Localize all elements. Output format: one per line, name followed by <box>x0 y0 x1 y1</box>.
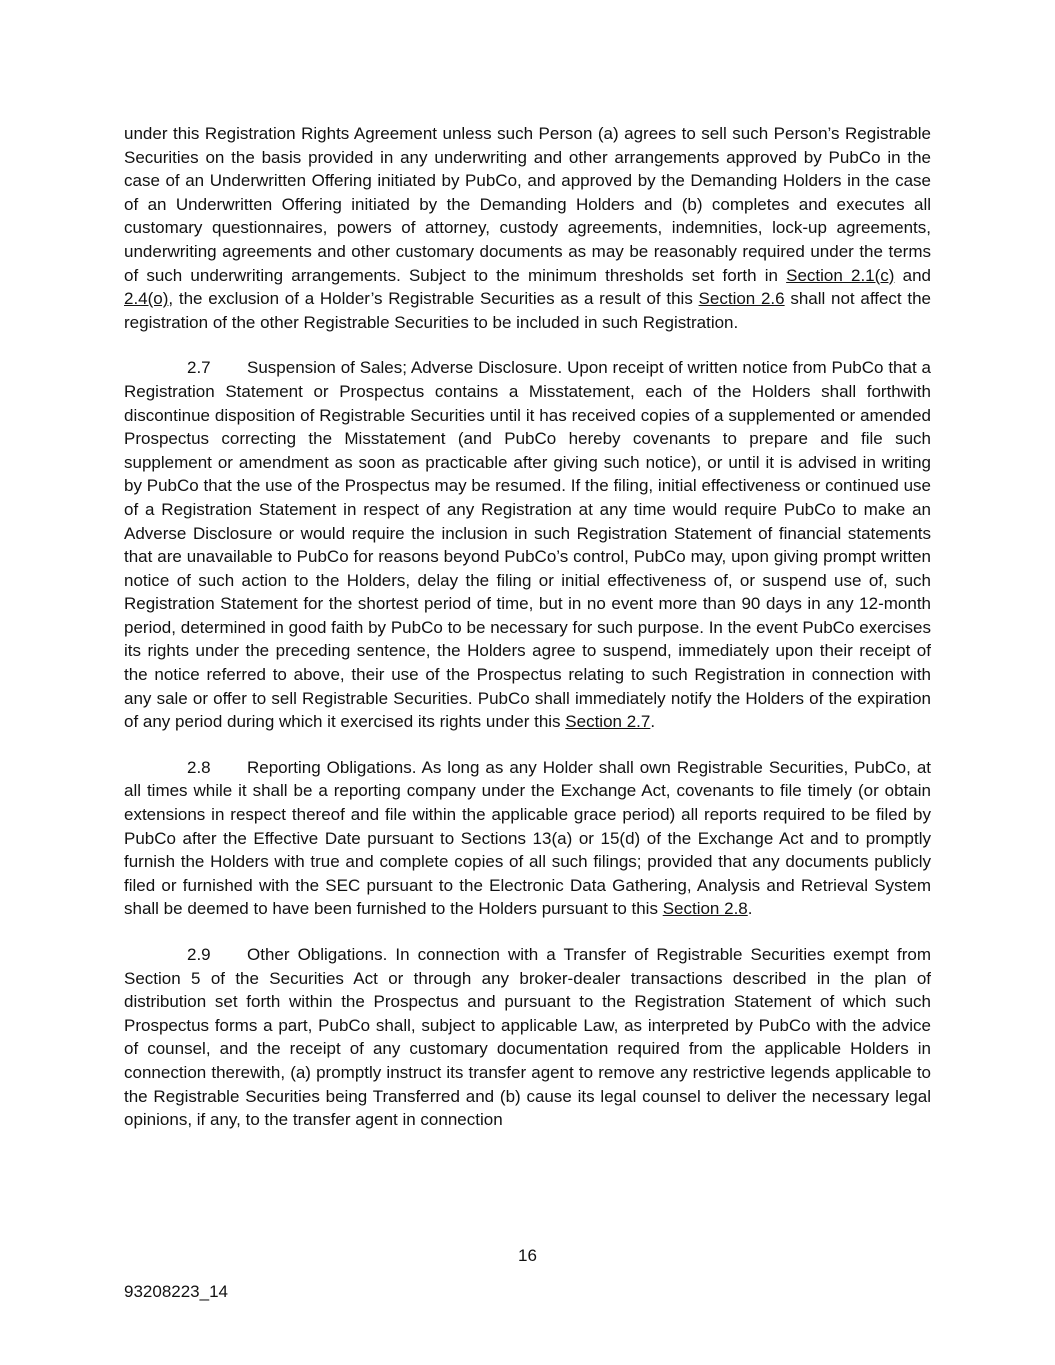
document-id: 93208223_14 <box>124 1282 229 1301</box>
cross-reference-section-2-8: Section 2.8 <box>662 899 748 919</box>
cross-reference-2-4o: 2.4(o) <box>124 289 169 309</box>
paragraph-text: . <box>747 899 753 919</box>
section-2-9-paragraph <box>124 943 931 1132</box>
section-heading: Reporting Obligations <box>247 757 412 777</box>
section-2-7-paragraph <box>124 356 931 734</box>
paragraph-text: shall not affect the registration of the other Registrable Securities to be included in such Registration. <box>124 289 931 332</box>
section-heading: Other Obligations <box>247 945 383 964</box>
paragraph-text: . <box>650 712 656 732</box>
paragraph-continuation <box>124 122 931 334</box>
paragraph-text: and <box>894 265 931 285</box>
section-number: 2.8 <box>187 757 211 777</box>
section-heading: Suspension of Sales; Adverse Disclosure <box>247 358 558 378</box>
paragraph-text: . As long as any Holder shall own Registrable Securities, PubCo, at all times while it shall be a reporting company under the Exchange Act, covenants to file timely (or obtain extensions in respect thereof and file within the applicable grace period) all reports required to be filed by PubCo after the Effective Date pursuant to Sections 13(a) or 15(d) of the Exchange Act and to promptly furnish the Holders with true and complete copies of all such filings; provided that any documents publicly filed or furnished with the SEC pursuant to the Electronic Data Gathering, Analysis and Retrieval System shall be deemed to have been furnished to the Holders pursuant to this <box>124 757 931 919</box>
body-text <box>124 122 931 1154</box>
paragraph-text: under this Registration Rights Agreement unless such Person (a) agrees to sell such Person’s Registrable Securities on the basis provided in any underwriting and other arrangements approved by PubCo in the case of an Underwritten Offering initiated by PubCo, and approved by the Demanding Holders in the case of an Underwritten Offering initiated by the Demanding Holders and (b) completes and executes all customary questionnaires, powers of attorney, custody agreements, indemnities, lock-up agreements, underwriting agreements and other customary documents as may be reasonably required under the terms of such underwriting arrangements. Subject to the minimum thresholds set forth in <box>124 124 931 285</box>
cross-reference-section-2-6: Section 2.6 <box>698 289 785 309</box>
cross-reference-section-2-1c: Section 2.1(c) <box>786 265 895 285</box>
section-2-8-paragraph <box>124 756 931 921</box>
page-number: 16 <box>518 1246 537 1265</box>
paragraph-text: . Upon receipt of written notice from PubCo that a Registration Statement or Prospectus contains a Misstatement, each of the Holders shall forthwith discontinue disposition of Registrable Securities until it has received copies of a supplemented or amended Prospectus correcting the Misstatement (and PubCo hereby covenants to prepare and file such supplement or amendment as soon as practicable after giving such notice), or until it is advised in writing by PubCo that the use of the Prospectus may be resumed. If the filing, initial effectiveness or continued use of a Registration Statement in respect of any Registration at any time would require PubCo to make an Adverse Disclosure or would require the inclusion in such Registration Statement of financial statements that are unavailable to PubCo for reasons beyond PubCo’s control, PubCo may, upon giving prompt written notice of such action to the Holders, delay the filing or initial effectiveness of, or suspend use of, such Registration Statement for the shortest period of time, but in no event more than 90 days in any 12-month period, determined in good faith by PubCo to be necessary for such purpose. In the event PubCo exercises its rights under the preceding sentence, the Holders agree to suspend, immediately upon their receipt of the notice referred to above, their use of the Prospectus relating to such Registration in connection with any sale or offer to sell Registrable Securities. PubCo shall immediately notify the Holders of the expiration of any period during which it exercised its rights under this <box>124 358 931 732</box>
section-number: 2.9 <box>187 945 211 964</box>
section-number: 2.7 <box>187 358 211 378</box>
cross-reference-section-2-7: Section 2.7 <box>565 712 651 732</box>
paragraph-text: , the exclusion of a Holder’s Registrable Securities as a result of this <box>168 289 699 309</box>
paragraph-text: . In connection with a Transfer of Registrable Securities exempt from Section 5 of the Securities Act or through any broker-dealer transactions described in the plan of distribution set forth within the Prospectus and pursuant to the Registration Statement of which such Prospectus forms a part, PubCo shall, subject to applicable Law, as interpreted by PubCo with the advice of counsel, and the receipt of any customary documentation required from the applicable Holders in connection therewith, (a) promptly instruct its transfer agent to remove any restrictive legends applicable to the Registrable Securities being Transferred and (b) cause its legal counsel to deliver the necessary legal opinions, if any, to the transfer agent in connection <box>124 945 931 1130</box>
